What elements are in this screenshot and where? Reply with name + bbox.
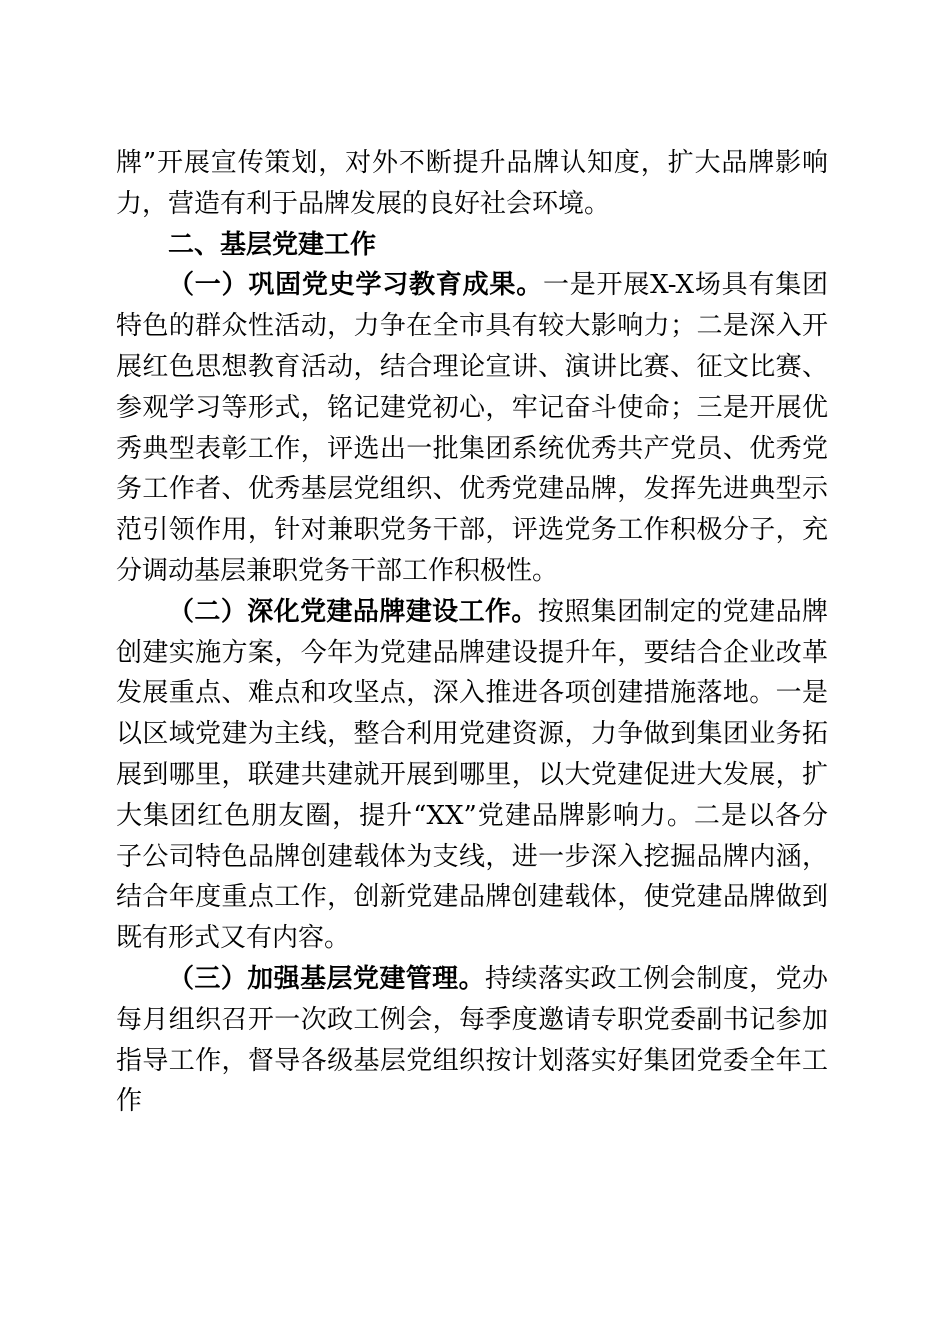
document-body <box>116 143 828 1122</box>
item-body-1: 一是开展X-X场具有集团特色的群众性活动，力争在全市具有较大影响力；二是深入开展红色思想教育活动，结合理论宣讲、演讲比赛、征文比赛、参观学习等形式，铭记建党初心，牢记奋斗使命；三是开展优秀典型表彰工作，评选出一批集团系统优秀共产党员、优秀党务工作者、优秀基层党组织、优秀党建品牌，发挥先进典型示范引领作用，针对兼职党务干部，评选党务工作积极分子，充分调动基层兼职党务干部工作积极性。 <box>116 270 828 586</box>
item-title-3: （三）加强基层党建管理。 <box>168 963 485 994</box>
paragraph-item-3 <box>116 959 828 1122</box>
item-body-2: 按照集团制定的党建品牌创建实施方案，今年为党建品牌建设提升年，要结合企业改革发展重点、难点和攻坚点，深入推进各项创建措施落地。一是以区域党建为主线，整合利用党建资源，力争做到集团业务拓展到哪里，联建共建就开展到哪里，以大党建促进大发展，扩大集团红色朋友圈，提升“XX”党建品牌影响力。二是以各分子公司特色品牌创建载体为支线，进一步深入挖掘品牌内涵，结合年度重点工作，创新党建品牌创建载体，使党建品牌做到既有形式又有内容。 <box>116 596 828 954</box>
section-heading: 二、基层党建工作 <box>168 229 377 260</box>
paragraph-item-2 <box>116 592 828 959</box>
paragraph-item-1 <box>116 265 828 591</box>
item-title-1: （一）巩固党史学习教育成果。 <box>168 270 543 301</box>
continued-paragraph: 牌”开展宣传策划，对外不断提升品牌认知度，扩大品牌影响力，营造有利于品牌发展的良好社会环境。 <box>116 148 828 219</box>
item-body-3: 持续落实政工例会制度，党办每月组织召开一次政工例会，每季度邀请专职党委副书记参加指导工作，督导各级基层党组织按计划落实好集团党委全年工作 <box>116 963 828 1117</box>
item-title-2: （二）深化党建品牌建设工作。 <box>168 596 538 627</box>
